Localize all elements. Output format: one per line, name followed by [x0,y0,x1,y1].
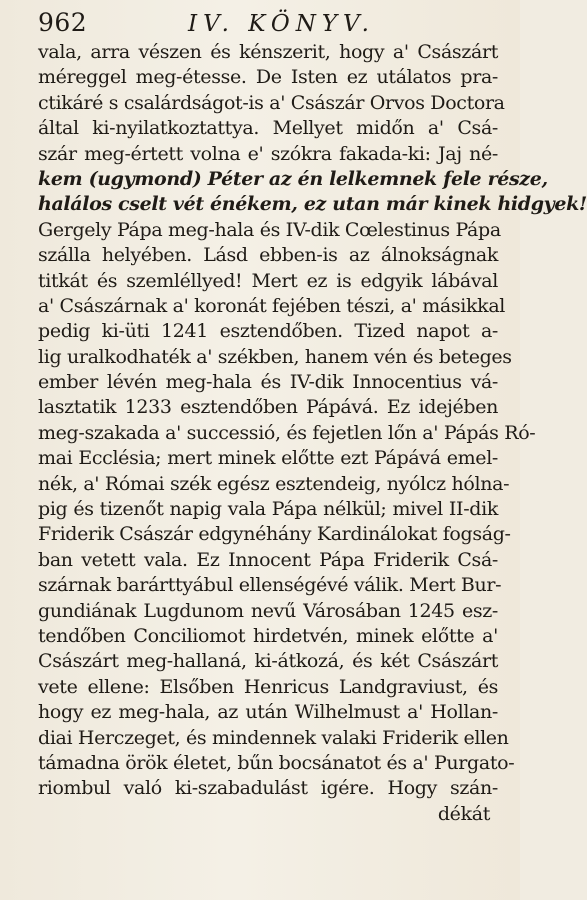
text-line: pedig ki-üti 1241 esztendőben. Tized napot a- [38,320,498,343]
text-line: meg-szakada a' successió, és fejetlen lőn a' Pápás Ró- [38,421,536,444]
running-head: IV. KÖNYV. [188,11,375,37]
text-line: Friderik Császár edgynéhány Kardinálokat fogság- [38,523,511,546]
text-line: ember lévén meg-hala és IV-dik Innocentius vá- [38,371,498,394]
text-line: Gergely Pápa meg-hala és IV-dik Cœlestinus Pápa [38,218,501,241]
text-line: vala, arra vészen és kénszerit, hogy a' Császárt [38,41,498,63]
text-line: ctikáré s csalárdságot-is a' Császár Orvos Doctora [38,91,505,114]
text-line: nék, a' Római szék egész esztendeig, nyólcz hólna- [38,472,510,495]
text-line: Császárt meg-hallaná, ki-átkozá, és két Császárt [38,650,498,673]
text-line: mai Ecclésia; mert minek előtte ezt Pápává emel- [38,447,498,470]
text-line: méreggel meg-étesse. De Isten ez utálatos pra- [38,66,498,89]
text-line: ban vetett vala. Ez Innocent Pápa Friderik Csá- [38,548,498,571]
text-line: tendőben Conciliomot hirdetvén, minek előtte a' [38,624,498,647]
text-line: a' Császárnak a' koronát fejében tészi, a' másikkal [38,294,506,317]
text-line: gundiának Lugdunom nevű Városában 1245 esz- [38,599,498,622]
page-number: 962 [38,8,88,37]
text-line: által ki-nyilatkoztattya. Mellyet midőn a' Csá- [38,117,498,140]
text-line: halálos cselt vét énékem, ez utan már kinek hidgyek! [38,193,587,216]
text-line: titkát és szemléllyed! Mert ez is edgyik lábával [38,269,498,292]
text-line: vete ellene: Elsőben Henricus Landgraviust, és [38,675,498,698]
page-body [38,40,587,802]
text-line: pig és tizenőt napig vala Pápa nélkül; mivel II-dik [38,498,498,521]
text-line: szálla helyében. Lásd ebben-is az álnokságnak [38,244,498,267]
text-line: támadna örök életet, bűn bocsánatot és a' Purgato- [38,751,515,774]
catchword: dékát [437,802,490,825]
text-line: kem (ugymond) Péter az én lelkemnek fele része, [38,167,548,190]
text-line: diai Herczeget, és mindennek valaki Friderik ellen [38,726,509,749]
text-line: szárnak barárttyábul ellenségévé válik. Mert Bur- [38,574,502,597]
text-line: szár meg-értett volna e' szókra fakada-ki: Jaj né- [38,142,498,165]
text-line: hogy ez meg-hala, az után Wilhelmust a' Hollan- [38,701,498,724]
page-header [38,8,498,40]
text-line: lig uralkodhaték a' székben, hanem vén és beteges [38,345,512,368]
text-line: lasztatik 1233 esztendőben Pápává. Ez idejében [38,396,498,419]
text-line: riombul való ki-szabadulást igére. Hogy szán- [38,777,498,800]
